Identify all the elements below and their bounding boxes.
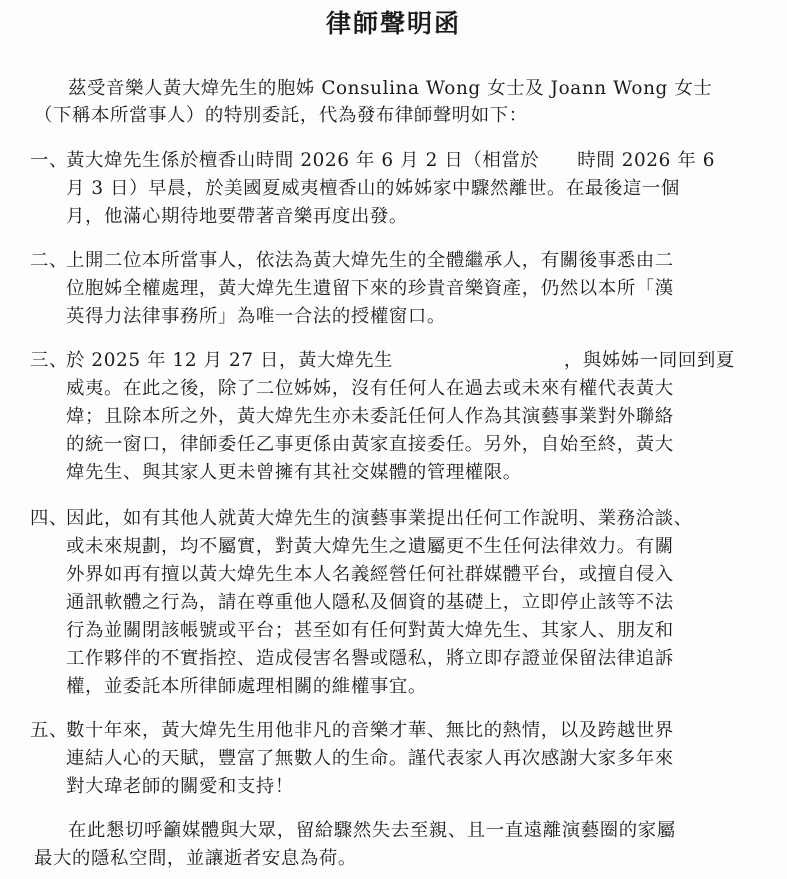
section-4-line-3: 外界如再有擅以黃大煒先生本人名義經營任何社群媒體平台，或擅自侵入 bbox=[66, 564, 674, 585]
section-5-line-3: 對大瑋老師的關愛和支持！ bbox=[66, 776, 294, 797]
section-4-line-7: 權，並委託本所律師處理相關的維權事宜。 bbox=[66, 676, 427, 697]
section-2-line-3: 英得力法律事務所」為唯一合法的授權窗口。 bbox=[66, 306, 446, 327]
document-title: 律師聲明函 bbox=[325, 9, 461, 38]
section-3-line-5: 煒先生、與其家人更未曾擁有其社交媒體的管理權限。 bbox=[66, 462, 522, 483]
section-1-line-3: 月，他滿心期待地要帶著音樂再度出發。 bbox=[66, 206, 408, 227]
section-4-line-2: 或未來規劃，均不屬實，對黃大煒先生之遺屬更不生任何法律效力。有關 bbox=[66, 536, 674, 557]
section-5-line-2: 連結人心的天賦，豐富了無數人的生命。謹代表家人再次感謝大家多年來 bbox=[66, 748, 674, 769]
section-2-line-1: 上開二位本所當事人，依法為黃大煒先生的全體繼承人，有關後事悉由二 bbox=[66, 250, 674, 271]
section-4-line-6: 工作夥伴的不實指控、造成侵害名譽或隱私，將立即存證並保留法律追訴 bbox=[66, 648, 674, 669]
section-2-marker: 二、 bbox=[30, 250, 68, 271]
section-3-line-3: 煒；且除本所之外，黃大煒先生亦未委託任何人作為其演藝事業對外聯絡 bbox=[66, 406, 674, 427]
section-1-marker: 一、 bbox=[30, 150, 68, 171]
section-4-line-4: 通訊軟體之行為，請在尊重他人隱私及個資的基礎上，立即停止該等不法 bbox=[66, 592, 674, 613]
section-3-line-1: 於 2025 年 12 月 27 日，黃大煒先生 ，與姊姊一同回到夏 bbox=[66, 350, 735, 371]
closing-line-1: 在此懇切呼籲媒體與大眾，留給驟然失去至親、且一直遠離演藝圈的家屬 bbox=[68, 820, 676, 841]
section-4-line-5: 行為並關閉該帳號或平台；甚至如有任何對黃大煒先生、其家人、朋友和 bbox=[66, 620, 674, 641]
closing-line-2: 最大的隱私空間，並讓逝者安息為荷。 bbox=[34, 848, 357, 869]
section-4-marker: 四、 bbox=[30, 508, 68, 529]
section-1-line-2: 月 3 日）早晨，於美國夏威夷檀香山的姊姊家中驟然離世。在最後這一個 bbox=[66, 178, 680, 199]
section-1-line-1: 黃大煒先生係於檀香山時間 2026 年 6 月 2 日（相當於 時間 2026 年 6 bbox=[66, 150, 716, 171]
section-5-line-1: 數十年來，黃大煒先生用他非凡的音樂才華、無比的熱情，以及跨越世界 bbox=[66, 720, 674, 741]
section-3-line-2: 威夷。在此之後，除了二位姊姊，沒有任何人在過去或未來有權代表黃大 bbox=[66, 378, 674, 399]
intro-line-2: （下稱本所當事人）的特別委託，代為發布律師聲明如下： bbox=[34, 105, 528, 126]
section-3-line-4: 的統一窗口，律師委任乙事更係由黃家直接委任。另外，自始至終，黃大 bbox=[66, 434, 674, 455]
section-4-line-1: 因此，如有其他人就黃大煒先生的演藝事業提出任何工作說明、業務洽談、 bbox=[66, 508, 693, 529]
intro-line-1: 茲受音樂人黃大煒先生的胞姊 Consulina Wong 女士及 Joann Wong 女士 bbox=[68, 78, 713, 99]
section-5-marker: 五、 bbox=[30, 720, 68, 741]
section-3-marker: 三、 bbox=[30, 350, 68, 371]
section-2-line-2: 位胞姊全權處理，黃大煒先生遺留下來的珍貴音樂資產，仍然以本所「漢 bbox=[66, 278, 674, 299]
